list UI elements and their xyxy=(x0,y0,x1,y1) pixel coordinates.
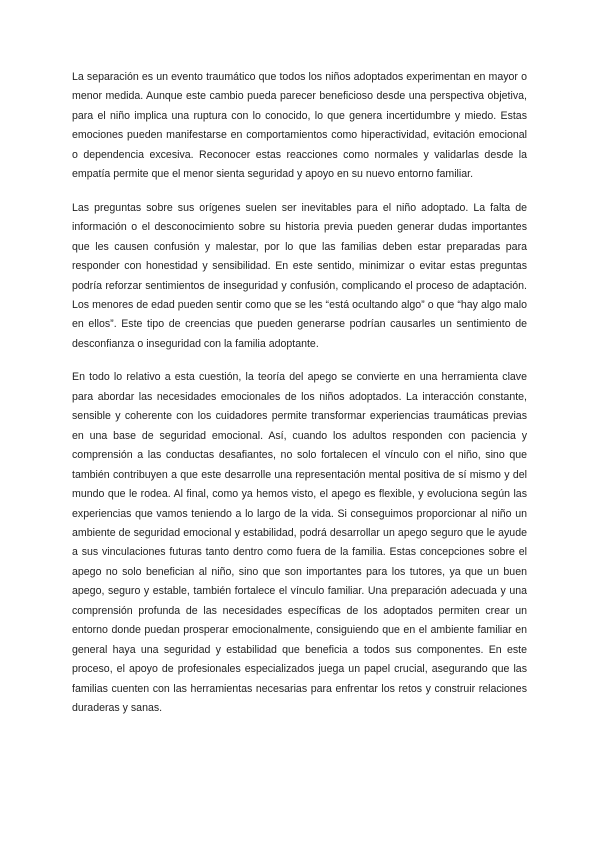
document-body xyxy=(72,68,527,733)
paragraph-separation-trauma: La separación es un evento traumático que todos los niños adoptados experimentan en mayor o menor medida. Aunque este cambio pueda parecer beneficioso desde una perspectiva objetiva, para el niño implica una ruptura con lo conocido, lo que genera incertidumbre y miedo. Estas emociones pueden manifestarse en comportamientos como hiperactividad, evitación emocional o dependencia excesiva. Reconocer estas reacciones como normales y validarlas desde la empatía permite que el menor sienta seguridad y apoyo en su nuevo entorno familiar. xyxy=(72,71,527,181)
paragraph-attachment-theory: En todo lo relativo a esta cuestión, la teoría del apego se convierte en una herramienta clave para abordar las necesidades emocionales de los niños adoptados. La interacción constante, sensible y coherente con los cuidadores permite transformar experiencias traumáticas previas en una base de seguridad emocional. Así, cuando los adultos responden con paciencia y comprensión a las conductas desafiantes, no solo fortalecen el vínculo con el niño, sino que también contribuyen a que este desarrolle una representación mental positiva de sí mismo y del mundo que le rodea. Al final, como ya hemos visto, el apego es flexible, y evoluciona según las experiencias que vamos teniendo a lo largo de la vida. Si conseguimos proporcionar al niño un ambiente de seguridad emocional y estabilidad, podrá desarrollar un apego seguro que le ayude a sus vinculaciones futuras tanto dentro como fuera de la familia. Estas concepciones sobre el apego no solo benefician al niño, sino que son importantes para los tutores, ya que un buen apego, seguro y estable, también fortalece el vínculo familiar. Una preparación adecuada y una comprensión profunda de las necesidades específicas de los adoptados permiten crear un entorno donde puedan prosperar emocionalmente, consiguiendo que en el ambiente familiar en general haya una seguridad y estabilidad que beneficia a todos sus componentes. En este proceso, el apoyo de profesionales especializados juega un papel crucial, asegurando que las familias cuenten con las herramientas necesarias para enfrentar los retos y construir relaciones duraderas y sanas. xyxy=(72,371,527,715)
paragraph-origin-questions: Las preguntas sobre sus orígenes suelen ser inevitables para el niño adoptado. La falta de información o el desconocimiento sobre su historia previa pueden generar dudas importantes que les causen confusión y malestar, por lo que las familias deben estar preparadas para responder con honestidad y sensibilidad. En este sentido, minimizar o evitar estas preguntas podría reforzar sentimientos de inseguridad y confusión, complicando el proceso de adaptación. Los menores de edad pueden sentir como que se les “está ocultando algo” o que “hay algo malo en ellos”. Este tipo de creencias que pueden generarse podrían causarles un sentimiento de desconfianza o inseguridad con la familia adoptante. xyxy=(72,201,527,350)
